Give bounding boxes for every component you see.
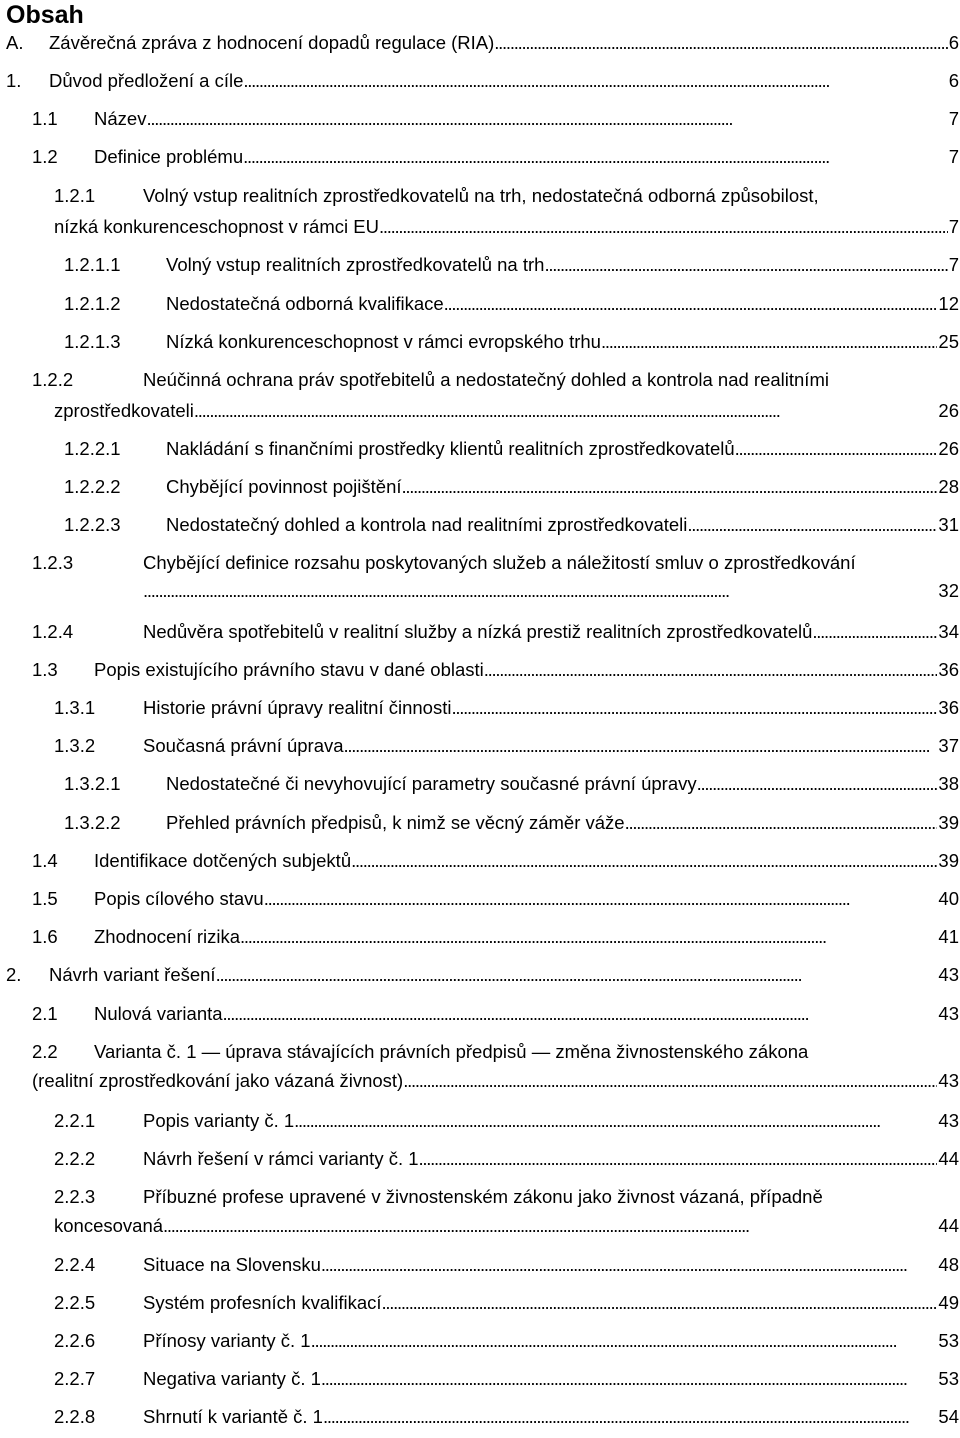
dot-leader xyxy=(544,254,947,276)
toc-entry-continuation[interactable] xyxy=(32,1070,959,1092)
toc-entry-title: Přínosy varianty č. 1 xyxy=(143,1330,311,1351)
toc-page-number: 43 xyxy=(938,1070,959,1091)
toc-entry-number: 2.2.7 xyxy=(54,1368,96,1389)
toc-entry-number: 2.2.6 xyxy=(54,1330,96,1351)
toc-entry[interactable] xyxy=(143,697,959,719)
toc-page-number: 7 xyxy=(948,216,959,237)
toc-entry[interactable] xyxy=(94,1003,959,1025)
toc-entry-number: 2.2.3 xyxy=(54,1186,96,1207)
dot-leader xyxy=(321,1368,938,1390)
dot-leader xyxy=(323,1406,937,1428)
toc-entry-continuation[interactable] xyxy=(54,216,959,238)
dot-leader xyxy=(687,514,937,536)
toc-entry-number: 1.2.2 xyxy=(32,369,74,390)
toc-entry[interactable] xyxy=(143,1254,959,1276)
dot-leader xyxy=(243,70,947,92)
toc-entry-title[interactable]: Varianta č. 1 — úprava stávajících právních předpisů — změna živnostenského zákona xyxy=(94,1041,809,1062)
dot-leader xyxy=(223,1003,938,1025)
toc-entry-title-continued: zprostředkovateli xyxy=(54,400,194,421)
toc-entry-title: Historie právní úpravy realitní činnosti xyxy=(143,697,452,718)
toc-entry-title: Definice problému xyxy=(94,146,244,167)
toc-entry-number: 1.1 xyxy=(32,108,58,129)
toc-page-number: 49 xyxy=(938,1292,959,1313)
page-title: Obsah xyxy=(6,1,84,29)
toc-entry-title: Nedostatečný dohled a kontrola nad realitními zprostředkovateli xyxy=(166,514,688,535)
toc-entry[interactable] xyxy=(166,476,959,498)
toc-entry-title: Návrh řešení v rámci varianty č. 1 xyxy=(143,1148,419,1169)
dot-leader xyxy=(403,1070,937,1092)
toc-entry-title: Popis varianty č. 1 xyxy=(143,1110,295,1131)
toc-entry[interactable] xyxy=(94,108,959,130)
toc-page-number: 38 xyxy=(938,773,959,794)
toc-entry-number: 1. xyxy=(6,70,22,91)
toc-entry[interactable] xyxy=(143,1292,959,1314)
toc-entry[interactable] xyxy=(166,254,959,276)
dot-leader xyxy=(625,812,938,834)
toc-entry-title[interactable]: Volný vstup realitních zprostředkovatelů na trh, nedostatečná odborná způsobilost, xyxy=(143,185,819,206)
dot-leader xyxy=(735,438,938,460)
toc-page-number: 44 xyxy=(938,1148,959,1169)
toc-entry-number: 1.5 xyxy=(32,888,58,909)
toc-entry-title: Nedůvěra spotřebitelů v realitní služby a nízká prestiž realitních zprostředkovatelů xyxy=(143,621,813,642)
dot-leader xyxy=(264,888,938,910)
toc-page-number: 32 xyxy=(938,580,959,601)
toc-entry-title-continued: nízká konkurenceschopnost v rámci EU xyxy=(54,216,379,237)
toc-entry-title: Zhodnocení rizika xyxy=(94,926,241,947)
toc-entry[interactable] xyxy=(49,70,959,92)
toc-entry-title: Současná právní úprava xyxy=(143,735,344,756)
toc-entry-number: 1.2.1.1 xyxy=(64,254,121,275)
dot-leader xyxy=(294,1110,937,1132)
dot-leader xyxy=(163,1215,937,1237)
toc-entry-title: Návrh variant řešení xyxy=(49,964,216,985)
toc-entry[interactable] xyxy=(49,32,959,54)
toc-entry-continuation[interactable] xyxy=(54,1215,959,1237)
toc-entry-number: 1.2.2.3 xyxy=(64,514,121,535)
dot-leader xyxy=(379,216,948,238)
toc-entry-title: Situace na Slovensku xyxy=(143,1254,321,1275)
toc-entry-number: 1.2.2.1 xyxy=(64,438,121,459)
toc-entry-number: 2.2.5 xyxy=(54,1292,96,1313)
toc-entry-number: 1.2.3 xyxy=(32,552,74,573)
toc-entry-number: 1.2.4 xyxy=(32,621,74,642)
toc-entry[interactable] xyxy=(94,659,959,681)
dot-leader xyxy=(812,621,937,643)
toc-page-number: 28 xyxy=(938,476,959,497)
toc-entry[interactable] xyxy=(143,1110,959,1132)
toc-entry-title[interactable]: Chybějící definice rozsahu poskytovaných služeb a náležitostí smluv o zprostředkování xyxy=(143,552,856,573)
toc-page-number: 43 xyxy=(938,1003,959,1024)
toc-page-number: 40 xyxy=(938,888,959,909)
toc-entry-number: 1.2.1 xyxy=(54,185,96,206)
toc-page-number: 48 xyxy=(938,1254,959,1275)
toc-entry[interactable] xyxy=(143,1148,959,1170)
toc-entry-title: Závěrečná zpráva z hodnocení dopadů regulace (RIA) xyxy=(49,32,495,53)
toc-entry[interactable] xyxy=(143,621,959,643)
dot-leader xyxy=(451,697,937,719)
toc-entry-title: Chybějící povinnost pojištění xyxy=(166,476,402,497)
toc-page-number: 44 xyxy=(938,1215,959,1236)
toc-entry-title: Přehled právních předpisů, k nimž se věcný záměr váže xyxy=(166,812,625,833)
dot-leader xyxy=(146,108,947,130)
toc-entry-title: Název xyxy=(94,108,147,129)
toc-entry-number: 1.3.2.1 xyxy=(64,773,121,794)
toc-entry-title: Popis existujícího právního stavu v dané oblasti xyxy=(94,659,484,680)
toc-entry[interactable] xyxy=(166,773,959,795)
toc-entry-number: 2.2.1 xyxy=(54,1110,96,1131)
toc-entry-number: 1.3 xyxy=(32,659,58,680)
toc-entry-number: 1.2.1.2 xyxy=(64,293,121,314)
toc-entry-title: Systém profesních kvalifikací xyxy=(143,1292,382,1313)
toc-entry-number: 1.2.1.3 xyxy=(64,331,121,352)
toc-entry-title: Popis cílového stavu xyxy=(94,888,264,909)
toc-page-number: 39 xyxy=(938,812,959,833)
dot-leader xyxy=(143,580,937,602)
dot-leader xyxy=(344,735,938,757)
toc-entry[interactable] xyxy=(166,331,959,353)
toc-entry[interactable] xyxy=(94,888,959,910)
toc-entry-number: 1.6 xyxy=(32,926,58,947)
toc-entry[interactable] xyxy=(143,735,959,757)
toc-entry[interactable] xyxy=(143,1330,959,1352)
dot-leader xyxy=(382,1292,938,1314)
toc-page-number: 39 xyxy=(938,850,959,871)
toc-page-number: 31 xyxy=(938,514,959,535)
dot-leader xyxy=(484,659,938,681)
toc-page-number: 53 xyxy=(938,1330,959,1351)
dot-leader xyxy=(494,32,947,54)
toc-entry-title: Negativa varianty č. 1 xyxy=(143,1368,321,1389)
toc-entry[interactable] xyxy=(94,926,959,948)
toc-entry[interactable] xyxy=(166,812,959,834)
toc-page-number: 25 xyxy=(938,331,959,352)
dot-leader xyxy=(601,331,937,353)
toc-page-number: 6 xyxy=(948,70,959,91)
dot-leader xyxy=(697,773,938,795)
dot-leader xyxy=(194,400,938,422)
dot-leader xyxy=(243,146,948,168)
toc-entry-number: 2.1 xyxy=(32,1003,58,1024)
toc-entry[interactable] xyxy=(49,964,959,986)
toc-entry[interactable] xyxy=(94,146,959,168)
toc-entry-continuation[interactable] xyxy=(143,580,959,602)
dot-leader xyxy=(402,476,938,498)
toc-entry[interactable] xyxy=(166,293,959,315)
toc-page-number: 6 xyxy=(948,32,959,53)
toc-page-number: 26 xyxy=(938,400,959,421)
toc-entry-number: 2.2.2 xyxy=(54,1148,96,1169)
toc-entry-number: 1.3.1 xyxy=(54,697,96,718)
toc-entry[interactable] xyxy=(166,438,959,460)
toc-entry-title: Nízká konkurenceschopnost v rámci evropského trhu xyxy=(166,331,601,352)
toc-page-number: 41 xyxy=(938,926,959,947)
toc-page-number: 26 xyxy=(938,438,959,459)
toc-page-number: 36 xyxy=(938,659,959,680)
toc-page-number: 37 xyxy=(938,735,959,756)
toc-page-number: 7 xyxy=(948,146,959,167)
toc-entry[interactable] xyxy=(143,1368,959,1390)
toc-entry-number: 1.2 xyxy=(32,146,58,167)
toc-entry-number: 1.2.2.2 xyxy=(64,476,121,497)
toc-entry-title: Nulová varianta xyxy=(94,1003,223,1024)
toc-page-number: 53 xyxy=(938,1368,959,1389)
dot-leader xyxy=(240,926,937,948)
toc-entry-title[interactable]: Příbuzné profese upravené v živnostenském zákonu jako živnost vázaná, případně xyxy=(143,1186,823,1207)
dot-leader xyxy=(351,850,937,872)
toc-page-number: 54 xyxy=(938,1406,959,1427)
toc-entry-number: 2.2.8 xyxy=(54,1406,96,1427)
toc-entry-continuation[interactable] xyxy=(54,400,959,422)
toc-page-number: 7 xyxy=(948,108,959,129)
toc-entry-number: 2.2 xyxy=(32,1041,58,1062)
toc-entry-title: Identifikace dotčených subjektů xyxy=(94,850,352,871)
toc-page-number: 34 xyxy=(938,621,959,642)
toc-page-number: 12 xyxy=(938,293,959,314)
toc-entry-title[interactable]: Neúčinná ochrana práv spotřebitelů a nedostatečný dohled a kontrola nad realitními xyxy=(143,369,829,390)
toc-entry-title: Důvod předložení a cíle xyxy=(49,70,244,91)
toc-entry-number: 1.3.2 xyxy=(54,735,96,756)
toc-entry-title: Volný vstup realitních zprostředkovatelů na trh xyxy=(166,254,545,275)
dot-leader xyxy=(419,1148,938,1170)
dot-leader xyxy=(444,293,938,315)
toc-entry-number: 1.3.2.2 xyxy=(64,812,121,833)
toc-entry-title: Nedostatečné či nevyhovující parametry současné právní úpravy xyxy=(166,773,697,794)
toc-page-number: 43 xyxy=(938,964,959,985)
toc-page-number: 7 xyxy=(948,254,959,275)
toc-entry-number: 1.4 xyxy=(32,850,58,871)
toc-page-number: 43 xyxy=(938,1110,959,1131)
toc-entry-number: 2. xyxy=(6,964,22,985)
toc-entry-number: A. xyxy=(6,32,24,53)
toc-entry-number: 2.2.4 xyxy=(54,1254,96,1275)
toc-entry-title-continued: (realitní zprostředkování jako vázaná živnost) xyxy=(32,1070,404,1091)
dot-leader xyxy=(321,1254,938,1276)
toc-entry[interactable] xyxy=(143,1406,959,1428)
toc-entry-title-continued: koncesovaná xyxy=(54,1215,164,1236)
toc-page-number: 36 xyxy=(938,697,959,718)
dot-leader xyxy=(311,1330,938,1352)
toc-entry[interactable] xyxy=(166,514,959,536)
toc-entry-title: Nakládání s finančními prostředky klientů realitních zprostředkovatelů xyxy=(166,438,735,459)
toc-entry[interactable] xyxy=(94,850,959,872)
toc-entry-title: Shrnutí k variantě č. 1 xyxy=(143,1406,323,1427)
toc-entry-title: Nedostatečná odborná kvalifikace xyxy=(166,293,444,314)
dot-leader xyxy=(216,964,938,986)
